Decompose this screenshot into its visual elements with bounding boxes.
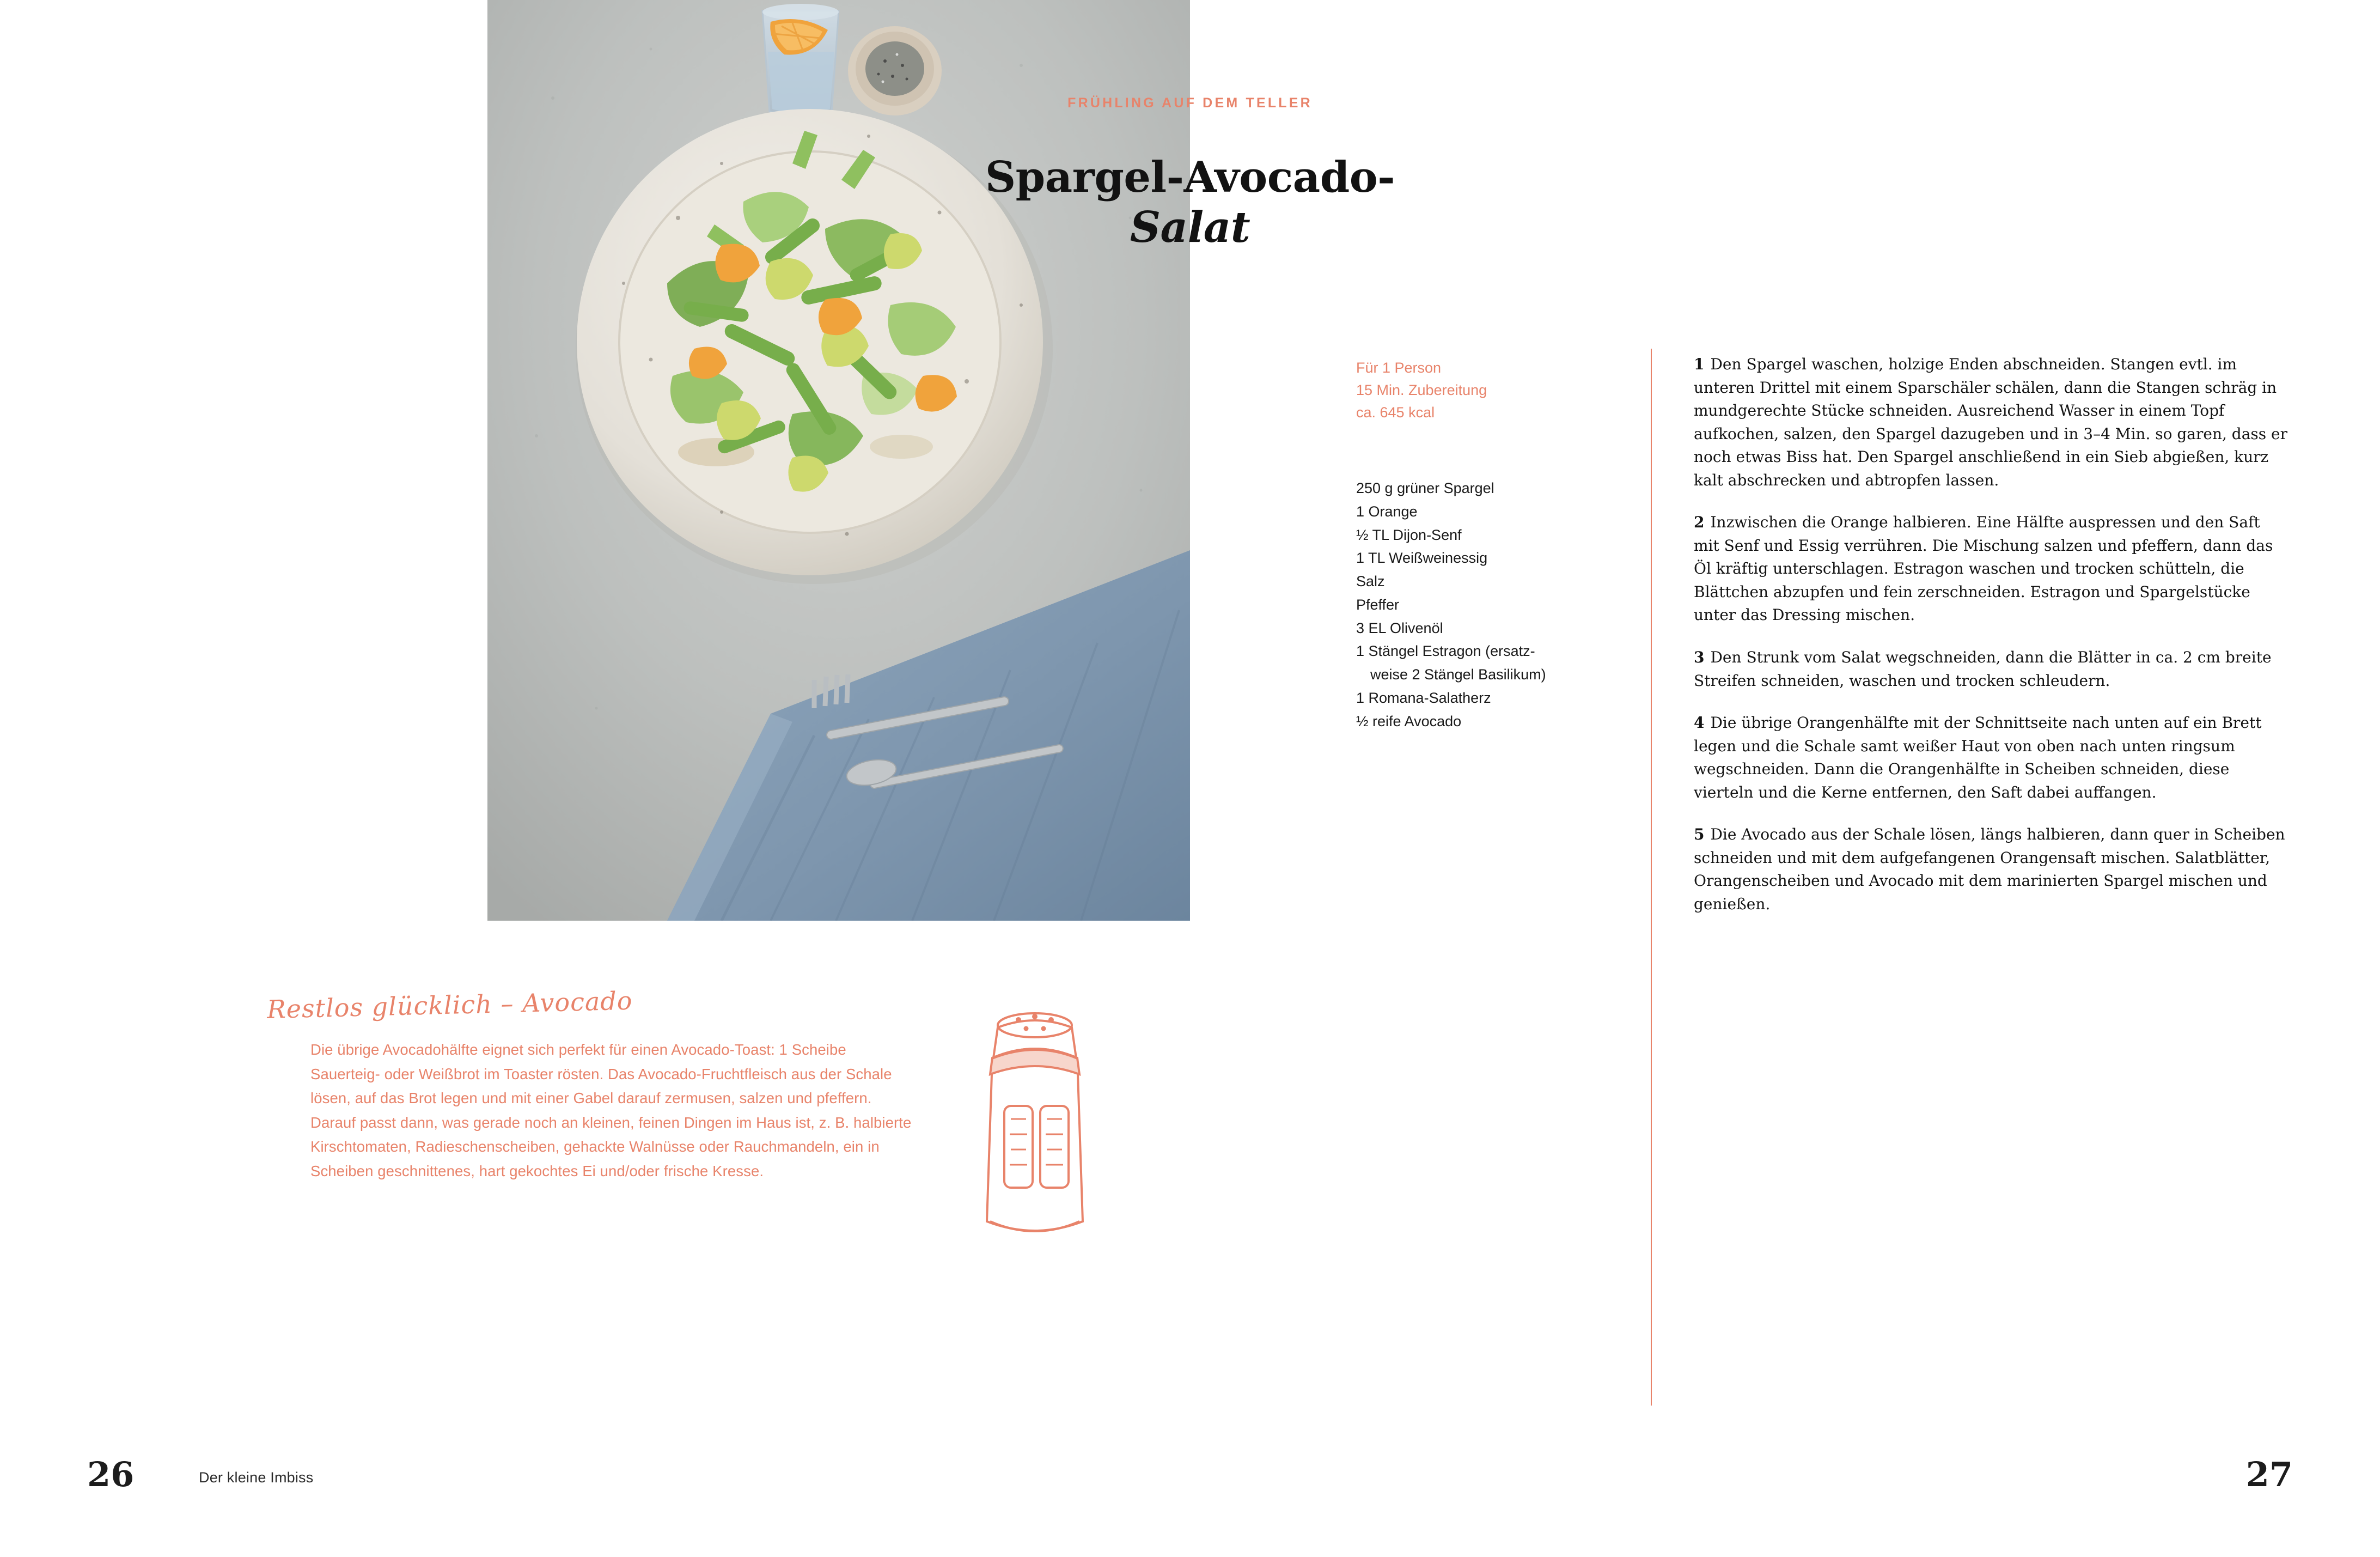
recipe-step-number: 5 [1694,825,1705,844]
page-title [0,153,2380,253]
ingredient-item: 1 Stängel Estragon (ersatz- [1356,643,1535,660]
recipe-step [1694,353,2287,492]
chapter-label: Der kleine Imbiss [199,1469,314,1486]
ingredient-item: ½ TL Dijon-Senf [1356,526,1462,543]
tip-body: Die übrige Avocadohälfte eignet sich perfekt für einen Avocado-Toast: 1 Scheibe Sauerteig- oder Weißbrot im Toaster rösten. Das Avocado-Fruchtfleisch aus der Schale lösen, auf das Brot legen und mit einer Gabel darauf zermusen, salzen und pfeffern. Darauf passt dann, was gerade noch an kleinen, feinen Dingen im Haus ist, z. B. halbierte Kirschtomaten, Radieschenscheiben, gehackte Walnüsse oder Rauchmandeln, ein in Scheiben geschnittenes, hart gekochtes Ei und/oder frische Kresse. [310,1041,912,1179]
page-number-left: 26 [87,1455,135,1494]
ingredient-item: Salz [1356,573,1385,590]
recipe-meta [1356,357,1612,424]
ingredient-item: 1 Romana-Salatherz [1356,690,1491,707]
ingredient-item: 250 g grüner Spargel [1356,480,1494,496]
photo-illustration [487,0,1190,921]
recipe-meta-line: Für 1 Person [1356,360,1442,376]
recipe-step-text: Inzwischen die Orange halbieren. Eine Hälfte auspressen und den Saft mit Senf und Essig verrühren. Die Mischung salzen und pfeffern, dann das Öl kräftig unterschlagen. Estragon waschen und trocken schütteln, die Blättchen abzupfen und fein zerschneiden. Estragon und Spargelstücke unter das Dressing mischen. [1694,513,2273,624]
recipe-step [1694,511,2287,627]
recipe-step-number: 3 [1694,648,1705,667]
recipe-step [1694,711,2287,804]
recipe-photo [487,0,1190,921]
recipe-meta-line: ca. 645 kcal [1356,404,1435,421]
recipe-step-number: 1 [1694,355,1705,373]
recipe-meta-line: 15 Min. Zubereitung [1356,382,1487,399]
ingredient-item: 1 TL Weißweinessig [1356,550,1488,567]
recipe-title-line1: Spargel-Avocado- [985,153,1395,202]
recipe-steps [1694,353,2287,916]
ingredient-item: Pfeffer [1356,596,1400,613]
recipe-kicker: FRÜHLING AUF DEM TELLER [1067,95,1313,111]
recipe-step [1694,823,2287,916]
page-number-right: 27 [2245,1455,2293,1494]
ingredient-item: 3 EL Olivenöl [1356,619,1443,636]
salt-shaker-icon [964,997,1106,1264]
ingredient-item: ½ reife Avocado [1356,713,1462,729]
recipe-step-text: Die übrige Orangenhälfte mit der Schnittseite nach unten auf ein Brett legen und die Schale samt weißer Haut von oben nach unten ringsum wegschneiden. Dann die Orangenhälfte in Scheiben schneiden, diese vierteln und die Kerne entfernen, den Saft dabei auffangen. [1694,714,2262,801]
recipe-step-text: Den Strunk vom Salat wegschneiden, dann die Blätter in ca. 2 cm breite Streifen schneiden, waschen und trocken schleudern. [1694,648,2272,690]
recipe-title-line2: Salat [1130,203,1250,253]
ingredients-list [1356,477,1623,733]
ingredient-item: weise 2 Stängel Basilikum) [1370,666,1546,683]
column-divider [1651,349,1652,1406]
recipe-step-number: 2 [1694,513,1705,532]
ingredient-item: 1 Orange [1356,503,1418,520]
recipe-step-text: Die Avocado aus der Schale lösen, längs halbieren, dann quer in Scheiben schneiden und mit dem aufgefangenen Orangensaft mischen. Salatblätter, Orangenscheiben und Avocado mit dem marinierten Spargel mischen und genießen. [1694,825,2285,913]
recipe-step-number: 4 [1694,714,1705,732]
recipe-step [1694,646,2287,692]
tip-heading: Restlos glücklich – Avocado [266,986,633,1024]
recipe-step-text: Den Spargel waschen, holzige Enden abschneiden. Stangen evtl. im unteren Drittel mit einem Sparschäler schälen, dann die Stangen schräg in mundgerechte Stücke schneiden. Ausreichend Wasser in einem Topf aufkochen, salzen, den Spargel dazugeben und in 3–4 Min. so garen, dass er noch etwas Biss hat. Den Spargel anschließend in ein Sieb abgießen, kurz kalt abschrecken und abtropfen lassen. [1694,355,2288,489]
